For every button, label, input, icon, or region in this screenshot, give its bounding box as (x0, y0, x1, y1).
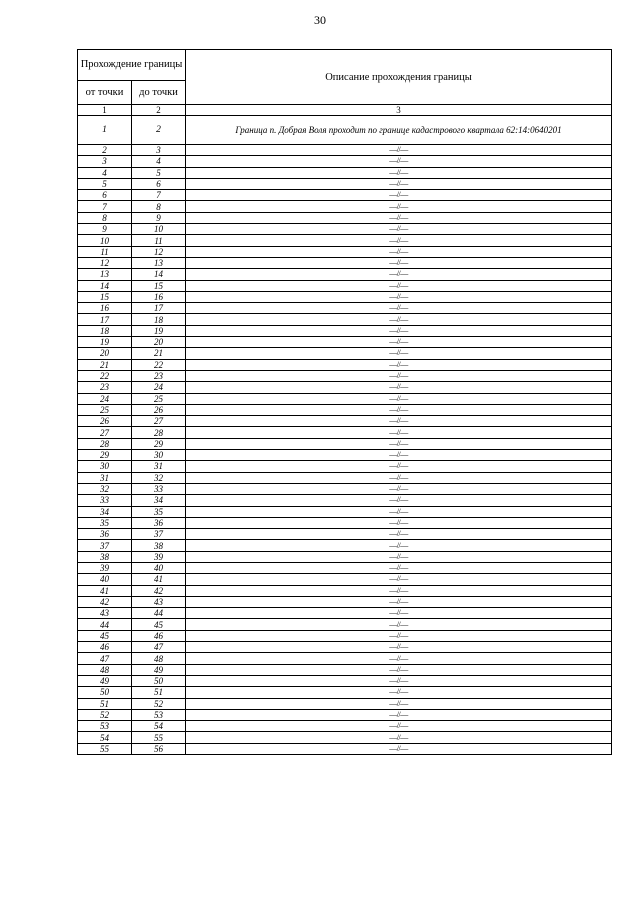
from-point: 52 (78, 709, 132, 720)
to-point: 16 (132, 291, 186, 302)
ditto-description: —//— (186, 472, 612, 483)
to-point: 43 (132, 596, 186, 607)
to-point: 26 (132, 404, 186, 415)
ditto-description: —//— (186, 404, 612, 415)
table-row (78, 472, 612, 483)
to-point: 28 (132, 427, 186, 438)
table-row (78, 630, 612, 641)
from-point: 10 (78, 235, 132, 246)
ditto-description: —//— (186, 156, 612, 167)
from-point: 17 (78, 314, 132, 325)
from-point: 22 (78, 370, 132, 381)
from-point: 27 (78, 427, 132, 438)
from-point: 25 (78, 404, 132, 415)
table-row (78, 201, 612, 212)
from-point: 4 (78, 167, 132, 178)
table-row (78, 337, 612, 348)
to-point: 19 (132, 325, 186, 336)
to-point: 8 (132, 201, 186, 212)
to-point: 3 (132, 145, 186, 156)
ditto-description: —//— (186, 314, 612, 325)
to-point: 7 (132, 190, 186, 201)
to-point: 29 (132, 438, 186, 449)
ditto-description: —//— (186, 551, 612, 562)
table-row (78, 178, 612, 189)
table-row (78, 190, 612, 201)
to-point: 45 (132, 619, 186, 630)
to-point: 27 (132, 416, 186, 427)
ditto-description: —//— (186, 337, 612, 348)
ditto-description: —//— (186, 325, 612, 336)
ditto-description: —//— (186, 370, 612, 381)
to-point: 32 (132, 472, 186, 483)
to-point: 13 (132, 257, 186, 268)
from-point: 34 (78, 506, 132, 517)
from-point: 38 (78, 551, 132, 562)
ditto-description: —//— (186, 303, 612, 314)
table-row (78, 551, 612, 562)
to-point: 18 (132, 314, 186, 325)
from-point: 23 (78, 382, 132, 393)
from-point: 32 (78, 483, 132, 494)
to-point: 46 (132, 630, 186, 641)
from-point: 24 (78, 393, 132, 404)
from-point: 14 (78, 280, 132, 291)
to-point: 15 (132, 280, 186, 291)
table-row (78, 438, 612, 449)
ditto-description: —//— (186, 630, 612, 641)
ditto-description: —//— (186, 257, 612, 268)
ditto-description: —//— (186, 529, 612, 540)
from-point: 16 (78, 303, 132, 314)
to-point: 20 (132, 337, 186, 348)
table-row (78, 675, 612, 686)
table-row (78, 269, 612, 280)
to-point: 38 (132, 540, 186, 551)
from-point: 15 (78, 291, 132, 302)
to-point: 54 (132, 721, 186, 732)
ditto-description: —//— (186, 608, 612, 619)
from-point: 41 (78, 585, 132, 596)
table-row (78, 664, 612, 675)
from-point: 1 (78, 116, 132, 145)
table-row (78, 257, 612, 268)
ditto-description: —//— (186, 483, 612, 494)
ditto-description: —//— (186, 167, 612, 178)
to-point: 34 (132, 495, 186, 506)
ditto-description: —//— (186, 721, 612, 732)
table-row (78, 370, 612, 381)
from-point: 28 (78, 438, 132, 449)
ditto-description: —//— (186, 348, 612, 359)
from-point: 31 (78, 472, 132, 483)
to-point: 37 (132, 529, 186, 540)
column-number-2: 2 (132, 105, 186, 116)
to-point: 50 (132, 675, 186, 686)
to-point: 6 (132, 178, 186, 189)
from-point: 29 (78, 450, 132, 461)
ditto-description: —//— (186, 382, 612, 393)
ditto-description: —//— (186, 664, 612, 675)
table-row (78, 687, 612, 698)
from-point: 12 (78, 257, 132, 268)
to-point: 48 (132, 653, 186, 664)
to-point: 41 (132, 574, 186, 585)
to-point: 33 (132, 483, 186, 494)
ditto-description: —//— (186, 212, 612, 223)
from-point: 35 (78, 517, 132, 528)
header-to-point: до точки (132, 81, 186, 105)
from-point: 48 (78, 664, 132, 675)
table-row (78, 642, 612, 653)
boundary-description: Граница п. Добрая Воля проходит по границе кадастрового квартала 62:14:0640201 (186, 116, 612, 145)
from-point: 40 (78, 574, 132, 585)
to-point: 42 (132, 585, 186, 596)
table-row (78, 562, 612, 573)
to-point: 21 (132, 348, 186, 359)
from-point: 11 (78, 246, 132, 257)
table-row (78, 280, 612, 291)
from-point: 50 (78, 687, 132, 698)
table-row (78, 116, 612, 145)
table-row (78, 404, 612, 415)
to-point: 22 (132, 359, 186, 370)
ditto-description: —//— (186, 540, 612, 551)
to-point: 11 (132, 235, 186, 246)
from-point: 6 (78, 190, 132, 201)
to-point: 51 (132, 687, 186, 698)
header-from-point: от точки (78, 81, 132, 105)
to-point: 52 (132, 698, 186, 709)
to-point: 4 (132, 156, 186, 167)
ditto-description: —//— (186, 675, 612, 686)
from-point: 21 (78, 359, 132, 370)
header-description: Описание прохождения границы (186, 50, 612, 105)
ditto-description: —//— (186, 732, 612, 743)
from-point: 9 (78, 224, 132, 235)
from-point: 42 (78, 596, 132, 607)
ditto-description: —//— (186, 517, 612, 528)
ditto-description: —//— (186, 653, 612, 664)
table-row (78, 224, 612, 235)
table-row (78, 574, 612, 585)
from-point: 13 (78, 269, 132, 280)
from-point: 33 (78, 495, 132, 506)
to-point: 49 (132, 664, 186, 675)
table-row (78, 303, 612, 314)
table-row (78, 540, 612, 551)
from-point: 45 (78, 630, 132, 641)
ditto-description: —//— (186, 619, 612, 630)
ditto-description: —//— (186, 246, 612, 257)
ditto-description: —//— (186, 687, 612, 698)
to-point: 55 (132, 732, 186, 743)
table-row (78, 427, 612, 438)
ditto-description: —//— (186, 585, 612, 596)
table-row (78, 212, 612, 223)
ditto-description: —//— (186, 743, 612, 754)
to-point: 25 (132, 393, 186, 404)
ditto-description: —//— (186, 698, 612, 709)
to-point: 2 (132, 116, 186, 145)
to-point: 12 (132, 246, 186, 257)
table-row (78, 495, 612, 506)
ditto-description: —//— (186, 506, 612, 517)
to-point: 39 (132, 551, 186, 562)
from-point: 8 (78, 212, 132, 223)
table-row (78, 382, 612, 393)
ditto-description: —//— (186, 393, 612, 404)
ditto-description: —//— (186, 461, 612, 472)
ditto-description: —//— (186, 574, 612, 585)
table-row (78, 416, 612, 427)
table-row (78, 450, 612, 461)
from-point: 51 (78, 698, 132, 709)
table-row (78, 698, 612, 709)
from-point: 20 (78, 348, 132, 359)
ditto-description: —//— (186, 178, 612, 189)
to-point: 47 (132, 642, 186, 653)
table-row (78, 246, 612, 257)
to-point: 35 (132, 506, 186, 517)
ditto-description: —//— (186, 224, 612, 235)
from-point: 30 (78, 461, 132, 472)
to-point: 14 (132, 269, 186, 280)
from-point: 54 (78, 732, 132, 743)
column-number-3: 3 (186, 105, 612, 116)
table-row (78, 325, 612, 336)
table-row (78, 721, 612, 732)
to-point: 10 (132, 224, 186, 235)
table-row (78, 393, 612, 404)
from-point: 44 (78, 619, 132, 630)
from-point: 37 (78, 540, 132, 551)
ditto-description: —//— (186, 416, 612, 427)
ditto-description: —//— (186, 291, 612, 302)
ditto-description: —//— (186, 201, 612, 212)
from-point: 3 (78, 156, 132, 167)
to-point: 36 (132, 517, 186, 528)
to-point: 31 (132, 461, 186, 472)
ditto-description: —//— (186, 596, 612, 607)
from-point: 53 (78, 721, 132, 732)
ditto-description: —//— (186, 495, 612, 506)
from-point: 36 (78, 529, 132, 540)
ditto-description: —//— (186, 269, 612, 280)
from-point: 39 (78, 562, 132, 573)
from-point: 49 (78, 675, 132, 686)
table-row (78, 619, 612, 630)
from-point: 7 (78, 201, 132, 212)
table-row (78, 653, 612, 664)
to-point: 40 (132, 562, 186, 573)
table-row (78, 167, 612, 178)
page-number: 30 (314, 13, 326, 27)
from-point: 55 (78, 743, 132, 754)
ditto-description: —//— (186, 450, 612, 461)
to-point: 24 (132, 382, 186, 393)
table-row (78, 529, 612, 540)
from-point: 5 (78, 178, 132, 189)
to-point: 23 (132, 370, 186, 381)
from-point: 46 (78, 642, 132, 653)
table-row (78, 608, 612, 619)
column-number-1: 1 (78, 105, 132, 116)
from-point: 2 (78, 145, 132, 156)
table-row (78, 743, 612, 754)
table-row (78, 517, 612, 528)
ditto-description: —//— (186, 427, 612, 438)
from-point: 43 (78, 608, 132, 619)
table-row (78, 483, 612, 494)
to-point: 9 (132, 212, 186, 223)
table-row (78, 732, 612, 743)
table-row (78, 585, 612, 596)
ditto-description: —//— (186, 709, 612, 720)
ditto-description: —//— (186, 235, 612, 246)
ditto-description: —//— (186, 359, 612, 370)
ditto-description: —//— (186, 280, 612, 291)
from-point: 26 (78, 416, 132, 427)
table-row (78, 145, 612, 156)
table-row (78, 596, 612, 607)
to-point: 53 (132, 709, 186, 720)
table-row (78, 348, 612, 359)
to-point: 17 (132, 303, 186, 314)
table-row (78, 506, 612, 517)
header-boundary-passage: Прохождение границы (78, 50, 186, 81)
ditto-description: —//— (186, 642, 612, 653)
table-row (78, 291, 612, 302)
from-point: 47 (78, 653, 132, 664)
ditto-description: —//— (186, 190, 612, 201)
table-row (78, 314, 612, 325)
ditto-description: —//— (186, 562, 612, 573)
table-row (78, 461, 612, 472)
table-row (78, 235, 612, 246)
to-point: 5 (132, 167, 186, 178)
ditto-description: —//— (186, 438, 612, 449)
to-point: 44 (132, 608, 186, 619)
from-point: 19 (78, 337, 132, 348)
table-row (78, 156, 612, 167)
table-row (78, 709, 612, 720)
to-point: 56 (132, 743, 186, 754)
table-row (78, 359, 612, 370)
from-point: 18 (78, 325, 132, 336)
boundary-table (77, 49, 612, 755)
to-point: 30 (132, 450, 186, 461)
ditto-description: —//— (186, 145, 612, 156)
